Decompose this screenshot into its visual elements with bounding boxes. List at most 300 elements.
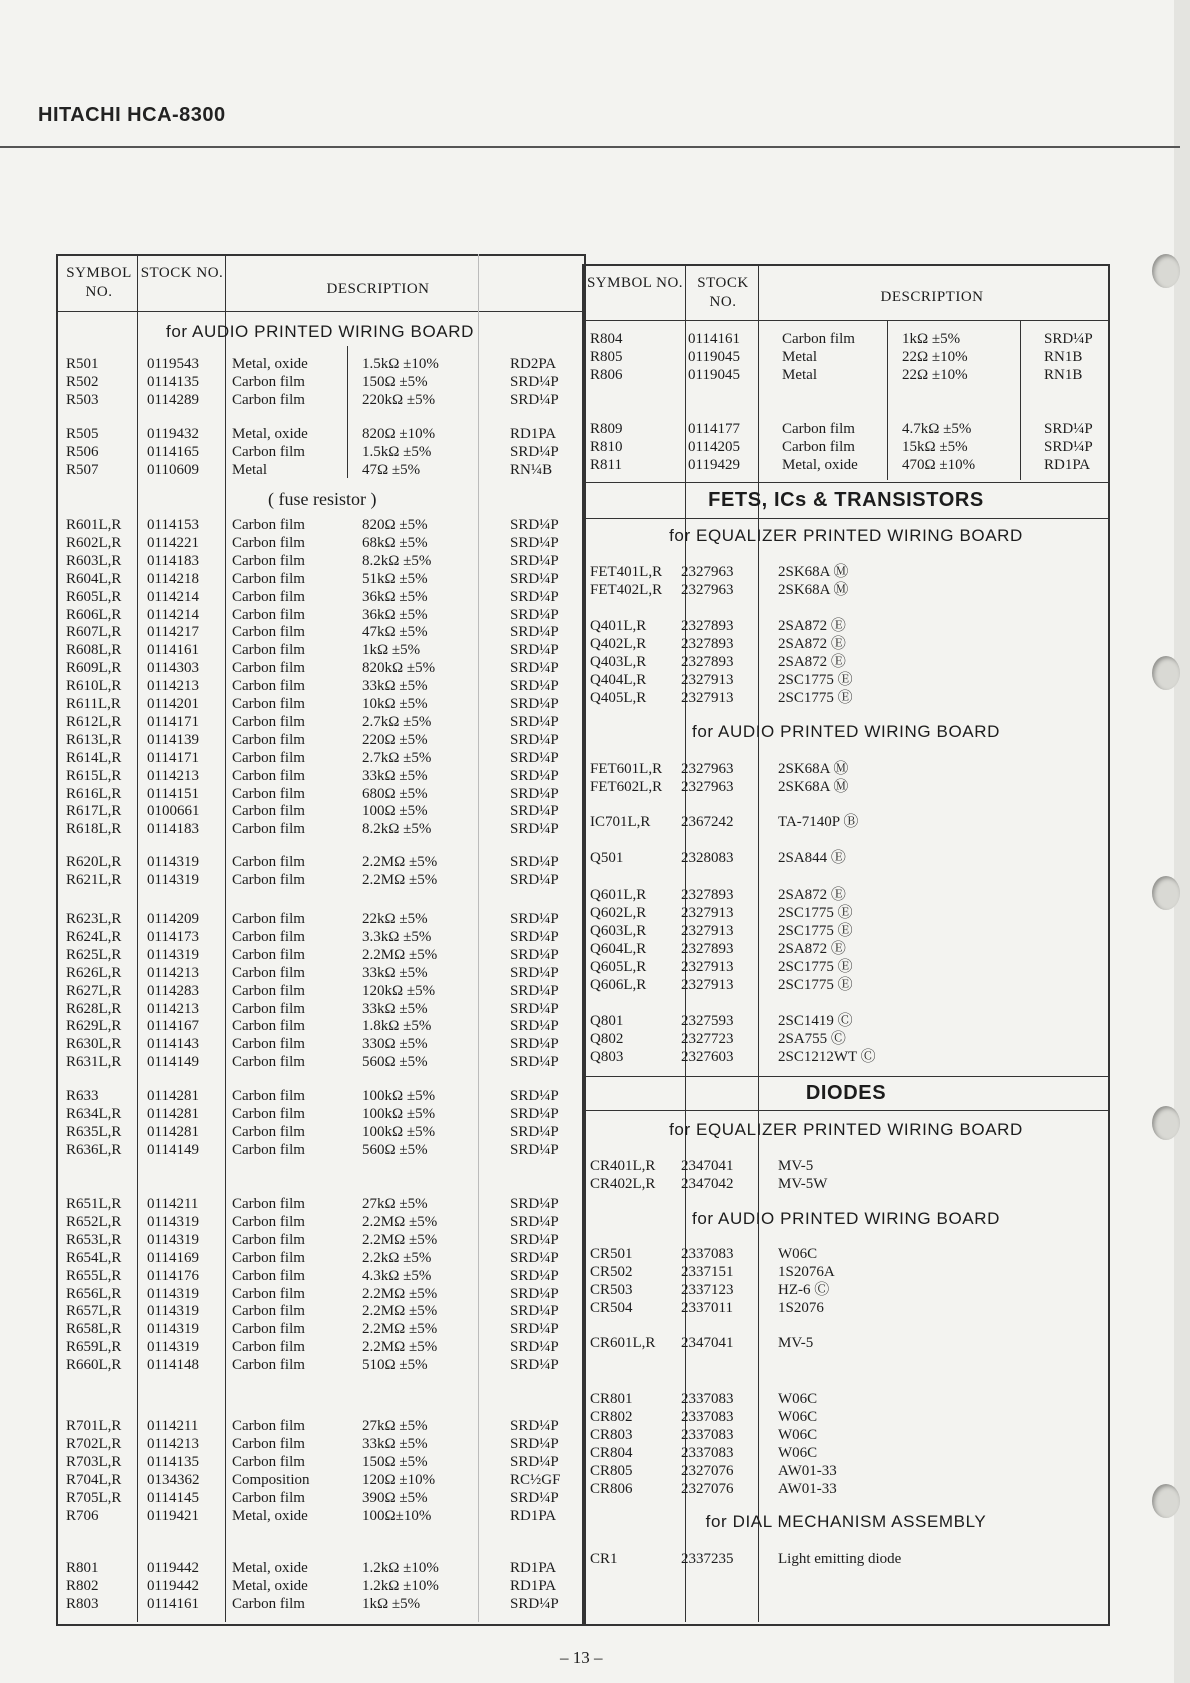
part-value: 2.2MΩ ±5% [362,1231,438,1248]
section-diodes: DIODES [805,1082,887,1104]
part-description: Carbon film [232,964,305,981]
stock-number: 0114213 [147,678,199,695]
part-type: RN1B [1044,348,1083,365]
stock-number: 2347042 [681,1175,734,1192]
part-symbol: R811 [590,456,622,473]
part-symbol: R613L,R [66,731,122,748]
part-description: Carbon film [232,696,305,712]
part-symbol: R615L,R [66,767,122,784]
stock-number: 0114319 [147,1213,199,1230]
part-description: Carbon film [232,1339,305,1356]
part-type: SRD¼P [510,443,559,460]
part-description: Carbon film [232,1105,305,1122]
part-description: Carbon film [232,749,305,766]
part-symbol: CR504 [590,1299,633,1316]
part-type: SRD¼P [510,803,559,820]
part-description: Metal [782,366,817,383]
part-value: 2.2MΩ ±5% [362,1285,438,1302]
stock-number: 2337083 [681,1391,734,1407]
part-value: 120kΩ ±5% [362,982,436,999]
part-description: Carbon film [232,946,305,963]
part-description: 2SA872 Ⓔ [778,940,846,957]
part-symbol: R621L,R [66,871,122,888]
part-type: RN¼B [510,461,553,478]
part-value: 1.2kΩ ±10% [362,1560,439,1576]
part-symbol: R659L,R [66,1339,122,1356]
part-type: SRD¼P [510,1285,559,1302]
part-description: 2SA872 Ⓔ [778,653,846,670]
part-symbol: Q802 [590,1030,624,1047]
part-description: Carbon film [782,438,855,455]
part-description: MV-5 [778,1335,814,1351]
part-value: 2.7kΩ ±5% [362,749,432,766]
part-type: RC½GF [510,1471,561,1488]
part-symbol: CR804 [590,1444,633,1461]
left-description-header: DESCRIPTION [326,281,430,297]
part-value: 2.2MΩ ±5% [362,871,438,888]
part-type: SRD¼P [510,964,559,981]
part-type: SRD¼P [510,713,559,730]
stock-number: 0114177 [688,421,740,437]
stock-number: 2327893 [681,635,734,652]
part-description: Carbon film [232,1196,305,1212]
section-rule [582,518,1108,519]
part-symbol: R702L,R [66,1435,122,1452]
stock-number: 0114149 [147,1141,199,1158]
part-type: SRD¼P [510,1339,559,1356]
stock-number: 0114221 [147,534,199,551]
part-description: Carbon film [232,767,305,784]
stock-number: 2327963 [681,581,734,598]
stock-number: 0114211 [147,1418,199,1434]
stock-number: 0114176 [147,1267,199,1284]
part-description: Carbon film [232,517,305,533]
binder-hole [1152,1106,1180,1140]
part-symbol: R624L,R [66,928,122,945]
part-description: Carbon film [232,391,305,408]
part-symbol: Q501 [590,850,624,866]
part-symbol: R618L,R [66,821,122,838]
part-description: Metal, oxide [232,1560,308,1576]
binder-edge [1174,0,1190,1683]
part-value: 27kΩ ±5% [362,1418,428,1434]
stock-number: 0114143 [147,1036,199,1053]
part-description: 2SC1775 Ⓔ [778,671,853,688]
stock-number: 0134362 [147,1471,200,1488]
part-description: Carbon film [232,1141,305,1158]
part-value: 33kΩ ±5% [362,767,428,784]
part-value: 100Ω±10% [362,1507,432,1524]
part-description: Metal, oxide [232,426,308,442]
part-symbol: R703L,R [66,1453,122,1470]
stock-number: 0114319 [147,1285,199,1302]
stock-number: 2327963 [681,564,734,580]
part-type: SRD¼P [510,534,559,551]
part-value: 330Ω ±5% [362,1036,428,1053]
part-description: 2SC1212WT Ⓒ [778,1048,876,1065]
part-description: Carbon film [232,803,305,820]
part-type: SRD¼P [510,928,559,945]
part-symbol: R801 [66,1560,99,1576]
part-value: 560Ω ±5% [362,1141,428,1158]
part-value: 10kΩ ±5% [362,696,428,712]
part-description: Metal, oxide [232,1507,308,1524]
part-symbol: R805 [590,348,623,365]
part-value: 4.7kΩ ±5% [902,421,972,437]
part-value: 2.2MΩ ±5% [362,1321,438,1338]
part-symbol: R656L,R [66,1285,122,1302]
part-type: RD1PA [510,1507,557,1524]
stock-number: 0114281 [147,1088,199,1104]
part-value: 1kΩ ±5% [902,331,961,347]
stock-number: 0114213 [147,1435,199,1452]
part-type: SRD¼P [510,588,559,605]
part-description: 2SC1419 Ⓒ [778,1013,853,1029]
part-description: Carbon film [232,660,305,677]
part-description: 2SC1775 Ⓔ [778,976,853,993]
part-description: 2SA844 Ⓔ [778,850,846,866]
part-value: 8.2kΩ ±5% [362,552,432,569]
part-value: 68kΩ ±5% [362,534,428,551]
part-description: Metal [782,348,817,365]
right-col-divider [887,320,888,480]
stock-number: 0114139 [147,731,199,748]
part-description: Carbon film [232,1088,305,1104]
part-value: 2.2MΩ ±5% [362,1339,438,1356]
stock-number: 0119442 [147,1577,199,1594]
part-description: 2SK68A Ⓜ [778,564,849,580]
part-description: Carbon film [232,982,305,999]
part-description: W06C [778,1444,818,1461]
part-symbol: R803 [66,1595,99,1612]
stock-number: 0114167 [147,1018,199,1035]
part-description: HZ-6 Ⓒ [778,1281,830,1298]
part-symbol: R614L,R [66,749,122,766]
part-symbol: R704L,R [66,1471,122,1488]
stock-number: 0114161 [147,1595,199,1612]
stock-number: 2327723 [681,1030,734,1047]
part-description: Carbon film [232,624,305,641]
part-symbol: R620L,R [66,854,122,870]
part-value: 2.2MΩ ±5% [362,1303,438,1320]
part-symbol: R617L,R [66,803,122,820]
part-symbol: R660L,R [66,1357,122,1374]
stock-number: 0119543 [147,356,199,372]
stock-number: 0119421 [147,1507,199,1524]
part-symbol: R651L,R [66,1196,122,1212]
part-value: 820kΩ ±5% [362,660,436,677]
part-value: 2.7kΩ ±5% [362,713,432,730]
part-description: Carbon film [232,642,305,659]
stock-number: 2327913 [681,922,734,939]
part-description: Carbon film [232,1453,305,1470]
part-symbol: R806 [590,366,623,383]
part-type: SRD¼P [510,1267,559,1284]
fuse-resistor-note: ( fuse resistor ) [268,489,377,509]
part-description: Carbon film [232,570,305,587]
part-type: SRD¼P [510,1435,559,1452]
part-description: Carbon film [232,1285,305,1302]
part-symbol: R625L,R [66,946,122,963]
part-value: 100kΩ ±5% [362,1123,436,1140]
stock-number: 0114201 [147,696,199,712]
part-symbol: CR806 [590,1480,633,1497]
part-value: 100kΩ ±5% [362,1105,436,1122]
part-description: Carbon film [232,1303,305,1320]
stock-number: 2327893 [681,940,734,957]
part-type: RD1PA [510,1560,557,1576]
stock-number: 2337083 [681,1408,734,1425]
part-value: 8.2kΩ ±5% [362,821,432,838]
part-symbol: FET602L,R [590,778,663,795]
part-symbol: R636L,R [66,1141,122,1158]
part-value: 1.2kΩ ±10% [362,1577,439,1594]
section-audio-board: for AUDIO PRINTED WIRING BOARD [166,322,474,341]
part-description: Carbon film [232,731,305,748]
stock-number: 0114209 [147,911,199,927]
part-symbol: R804 [590,331,623,347]
part-type: SRD¼P [510,1018,559,1035]
part-type: SRD¼P [510,1088,559,1104]
part-description: Carbon film [232,854,305,870]
part-type: SRD¼P [510,1357,559,1374]
part-type: SRD¼P [510,749,559,766]
part-description: AW01-33 [778,1462,837,1479]
section-rule [582,1076,1108,1077]
stock-number: 0114171 [147,749,199,766]
part-type: SRD¼P [1044,438,1093,455]
part-symbol: R503 [66,391,99,408]
part-type: SRD¼P [510,1303,559,1320]
part-description: Carbon film [232,1267,305,1284]
part-description: 2SC1775 Ⓔ [778,922,853,939]
part-symbol: R658L,R [66,1321,122,1338]
part-description: Carbon film [232,534,305,551]
stock-number: 2327076 [681,1480,734,1497]
part-symbol: R604L,R [66,570,122,587]
part-symbol: R616L,R [66,785,122,802]
stock-number: 0114173 [147,928,199,945]
part-symbol: R705L,R [66,1489,122,1506]
part-symbol: R654L,R [66,1249,122,1266]
stock-number: 0114214 [147,606,199,623]
stock-number: 0119045 [688,348,740,365]
part-symbol: R810 [590,438,623,455]
stock-number: 0119442 [147,1560,199,1576]
stock-number: 2337083 [681,1246,734,1262]
part-symbol: R505 [66,426,99,442]
part-symbol: Q603L,R [590,922,647,939]
part-symbol: R631L,R [66,1054,122,1071]
part-value: 150Ω ±5% [362,373,428,390]
part-symbol: R635L,R [66,1123,122,1140]
part-symbol: R605L,R [66,588,122,605]
part-description: Carbon film [232,1213,305,1230]
part-type: SRD¼P [510,660,559,677]
part-description: MV-5 [778,1158,814,1174]
part-description: Carbon film [232,588,305,605]
part-type: SRD¼P [510,1453,559,1470]
part-value: 2.2MΩ ±5% [362,946,438,963]
part-symbol: CR803 [590,1426,633,1443]
part-symbol: R652L,R [66,1213,122,1230]
stock-number: 0114213 [147,1000,199,1017]
part-type: SRD¼P [510,982,559,999]
part-type: SRD¼P [510,642,559,659]
stock-number: 0114169 [147,1249,199,1266]
part-value: 680Ω ±5% [362,785,428,802]
part-symbol: R706 [66,1507,99,1524]
part-symbol: R809 [590,421,623,437]
stock-number: 0114171 [147,713,199,730]
part-description: Carbon film [232,821,305,838]
part-value: 1.5kΩ ±5% [362,443,432,460]
part-description: W06C [778,1426,818,1443]
stock-number: 2327893 [681,618,734,634]
part-type: RN1B [1044,366,1083,383]
part-type: SRD¼P [510,1249,559,1266]
stock-number: 2337083 [681,1444,734,1461]
part-symbol: Q602L,R [590,904,647,921]
part-type: SRD¼P [510,1054,559,1071]
part-value: 4.3kΩ ±5% [362,1267,432,1284]
part-description: Carbon film [232,785,305,802]
part-value: 220Ω ±5% [362,731,428,748]
part-type: SRD¼P [510,624,559,641]
stock-number: 2327913 [681,689,734,706]
part-description: Carbon film [232,1321,305,1338]
stock-number: 2337123 [681,1281,734,1298]
part-value: 33kΩ ±5% [362,1000,428,1017]
part-value: 47kΩ ±5% [362,624,428,641]
part-description: Carbon film [782,421,855,437]
left-col-divider [225,254,226,1622]
binder-hole [1152,254,1180,288]
part-symbol: R626L,R [66,964,122,981]
stock-number: 2367242 [681,814,734,830]
part-symbol: R653L,R [66,1231,122,1248]
stock-number: 0114151 [147,785,199,802]
part-value: 36kΩ ±5% [362,606,428,623]
part-value: 2.2MΩ ±5% [362,1213,438,1230]
part-value: 22Ω ±10% [902,348,968,365]
part-symbol: Q605L,R [590,958,647,975]
part-type: SRD¼P [510,391,559,408]
stock-number: 0114319 [147,1303,199,1320]
stock-number: 0114161 [147,642,199,659]
part-symbol: IC701L,R [590,814,651,830]
part-symbol: Q604L,R [590,940,647,957]
left-parts-table [56,254,586,1626]
part-type: SRD¼P [510,1141,559,1158]
right-symbol-header: SYMBOL NO. [586,275,684,291]
left-col-divider [137,254,138,1622]
part-description: Carbon film [232,1231,305,1248]
part-description: Metal, oxide [232,1577,308,1594]
part-type: SRD¼P [510,1036,559,1053]
stock-number: 2327893 [681,887,734,903]
part-symbol: CR1 [590,1551,618,1567]
stock-number: 2327593 [681,1013,734,1029]
stock-number: 0114303 [147,660,199,677]
part-description: 2SC1775 Ⓔ [778,958,853,975]
section-audio-board: for AUDIO PRINTED WIRING BOARD [692,1209,1000,1228]
part-value: 1.5kΩ ±10% [362,356,439,372]
stock-number: 0114213 [147,767,199,784]
section-fets-ics-transistors: FETS, ICs & TRANSISTORS [708,489,984,511]
part-type: SRD¼P [510,1123,559,1140]
stock-number: 2337151 [681,1263,734,1280]
part-type: SRD¼P [510,570,559,587]
stock-number: 0114213 [147,964,199,981]
stock-number: 2347041 [681,1158,734,1174]
stock-number: 0114217 [147,624,199,641]
left-symbol-header: SYMBOL NO. [66,265,132,300]
part-symbol: R506 [66,443,99,460]
part-symbol: FET601L,R [590,761,663,777]
part-value: 390Ω ±5% [362,1489,428,1506]
part-type: SRD¼P [510,1489,559,1506]
right-header-rule [582,320,1108,321]
part-value: 36kΩ ±5% [362,588,428,605]
part-description: Carbon film [782,331,855,347]
part-type: SRD¼P [510,821,559,838]
part-value: 820Ω ±5% [362,517,428,533]
part-type: SRD¼P [510,767,559,784]
stock-number: 0114218 [147,570,199,587]
part-symbol: CR501 [590,1246,633,1262]
header-rule [0,146,1180,148]
part-description: Carbon film [232,1018,305,1035]
binder-hole [1152,1484,1180,1518]
part-description: W06C [778,1408,818,1425]
part-description: W06C [778,1391,818,1407]
stock-number: 0119429 [688,456,740,473]
stock-number: 0114145 [147,1489,199,1506]
part-type: SRD¼P [1044,421,1093,437]
part-value: 3.3kΩ ±5% [362,928,432,945]
part-value: 1.8kΩ ±5% [362,1018,432,1035]
part-symbol: R502 [66,373,99,390]
part-description: 1S2076 [778,1299,824,1316]
page-number: – 13 – [560,1648,603,1667]
left-col-divider [478,254,479,1622]
part-symbol: Q402L,R [590,635,647,652]
section-audio-board: for AUDIO PRINTED WIRING BOARD [692,722,1000,741]
stock-number: 0114319 [147,871,199,888]
part-description: Carbon film [232,1418,305,1434]
stock-number: 0114319 [147,854,199,870]
part-description: 2SA872 Ⓔ [778,887,846,903]
part-symbol: Q601L,R [590,887,647,903]
stock-number: 0119432 [147,426,199,442]
part-description: 2SC1775 Ⓔ [778,689,853,706]
right-col-divider [758,264,759,1622]
stock-number: 0114153 [147,517,199,533]
part-description: Carbon film [232,1000,305,1017]
part-description: 2SA872 Ⓔ [778,635,846,652]
section-rule [582,1110,1108,1111]
stock-number: 2327913 [681,958,734,975]
part-value: 820Ω ±10% [362,426,436,442]
stock-number: 2347041 [681,1335,734,1351]
part-symbol: CR503 [590,1281,633,1298]
part-description: Carbon film [232,871,305,888]
part-description: Carbon film [232,1435,305,1452]
part-value: 33kΩ ±5% [362,678,428,695]
stock-number: 0114161 [688,331,740,347]
stock-number: 0114319 [147,1231,199,1248]
